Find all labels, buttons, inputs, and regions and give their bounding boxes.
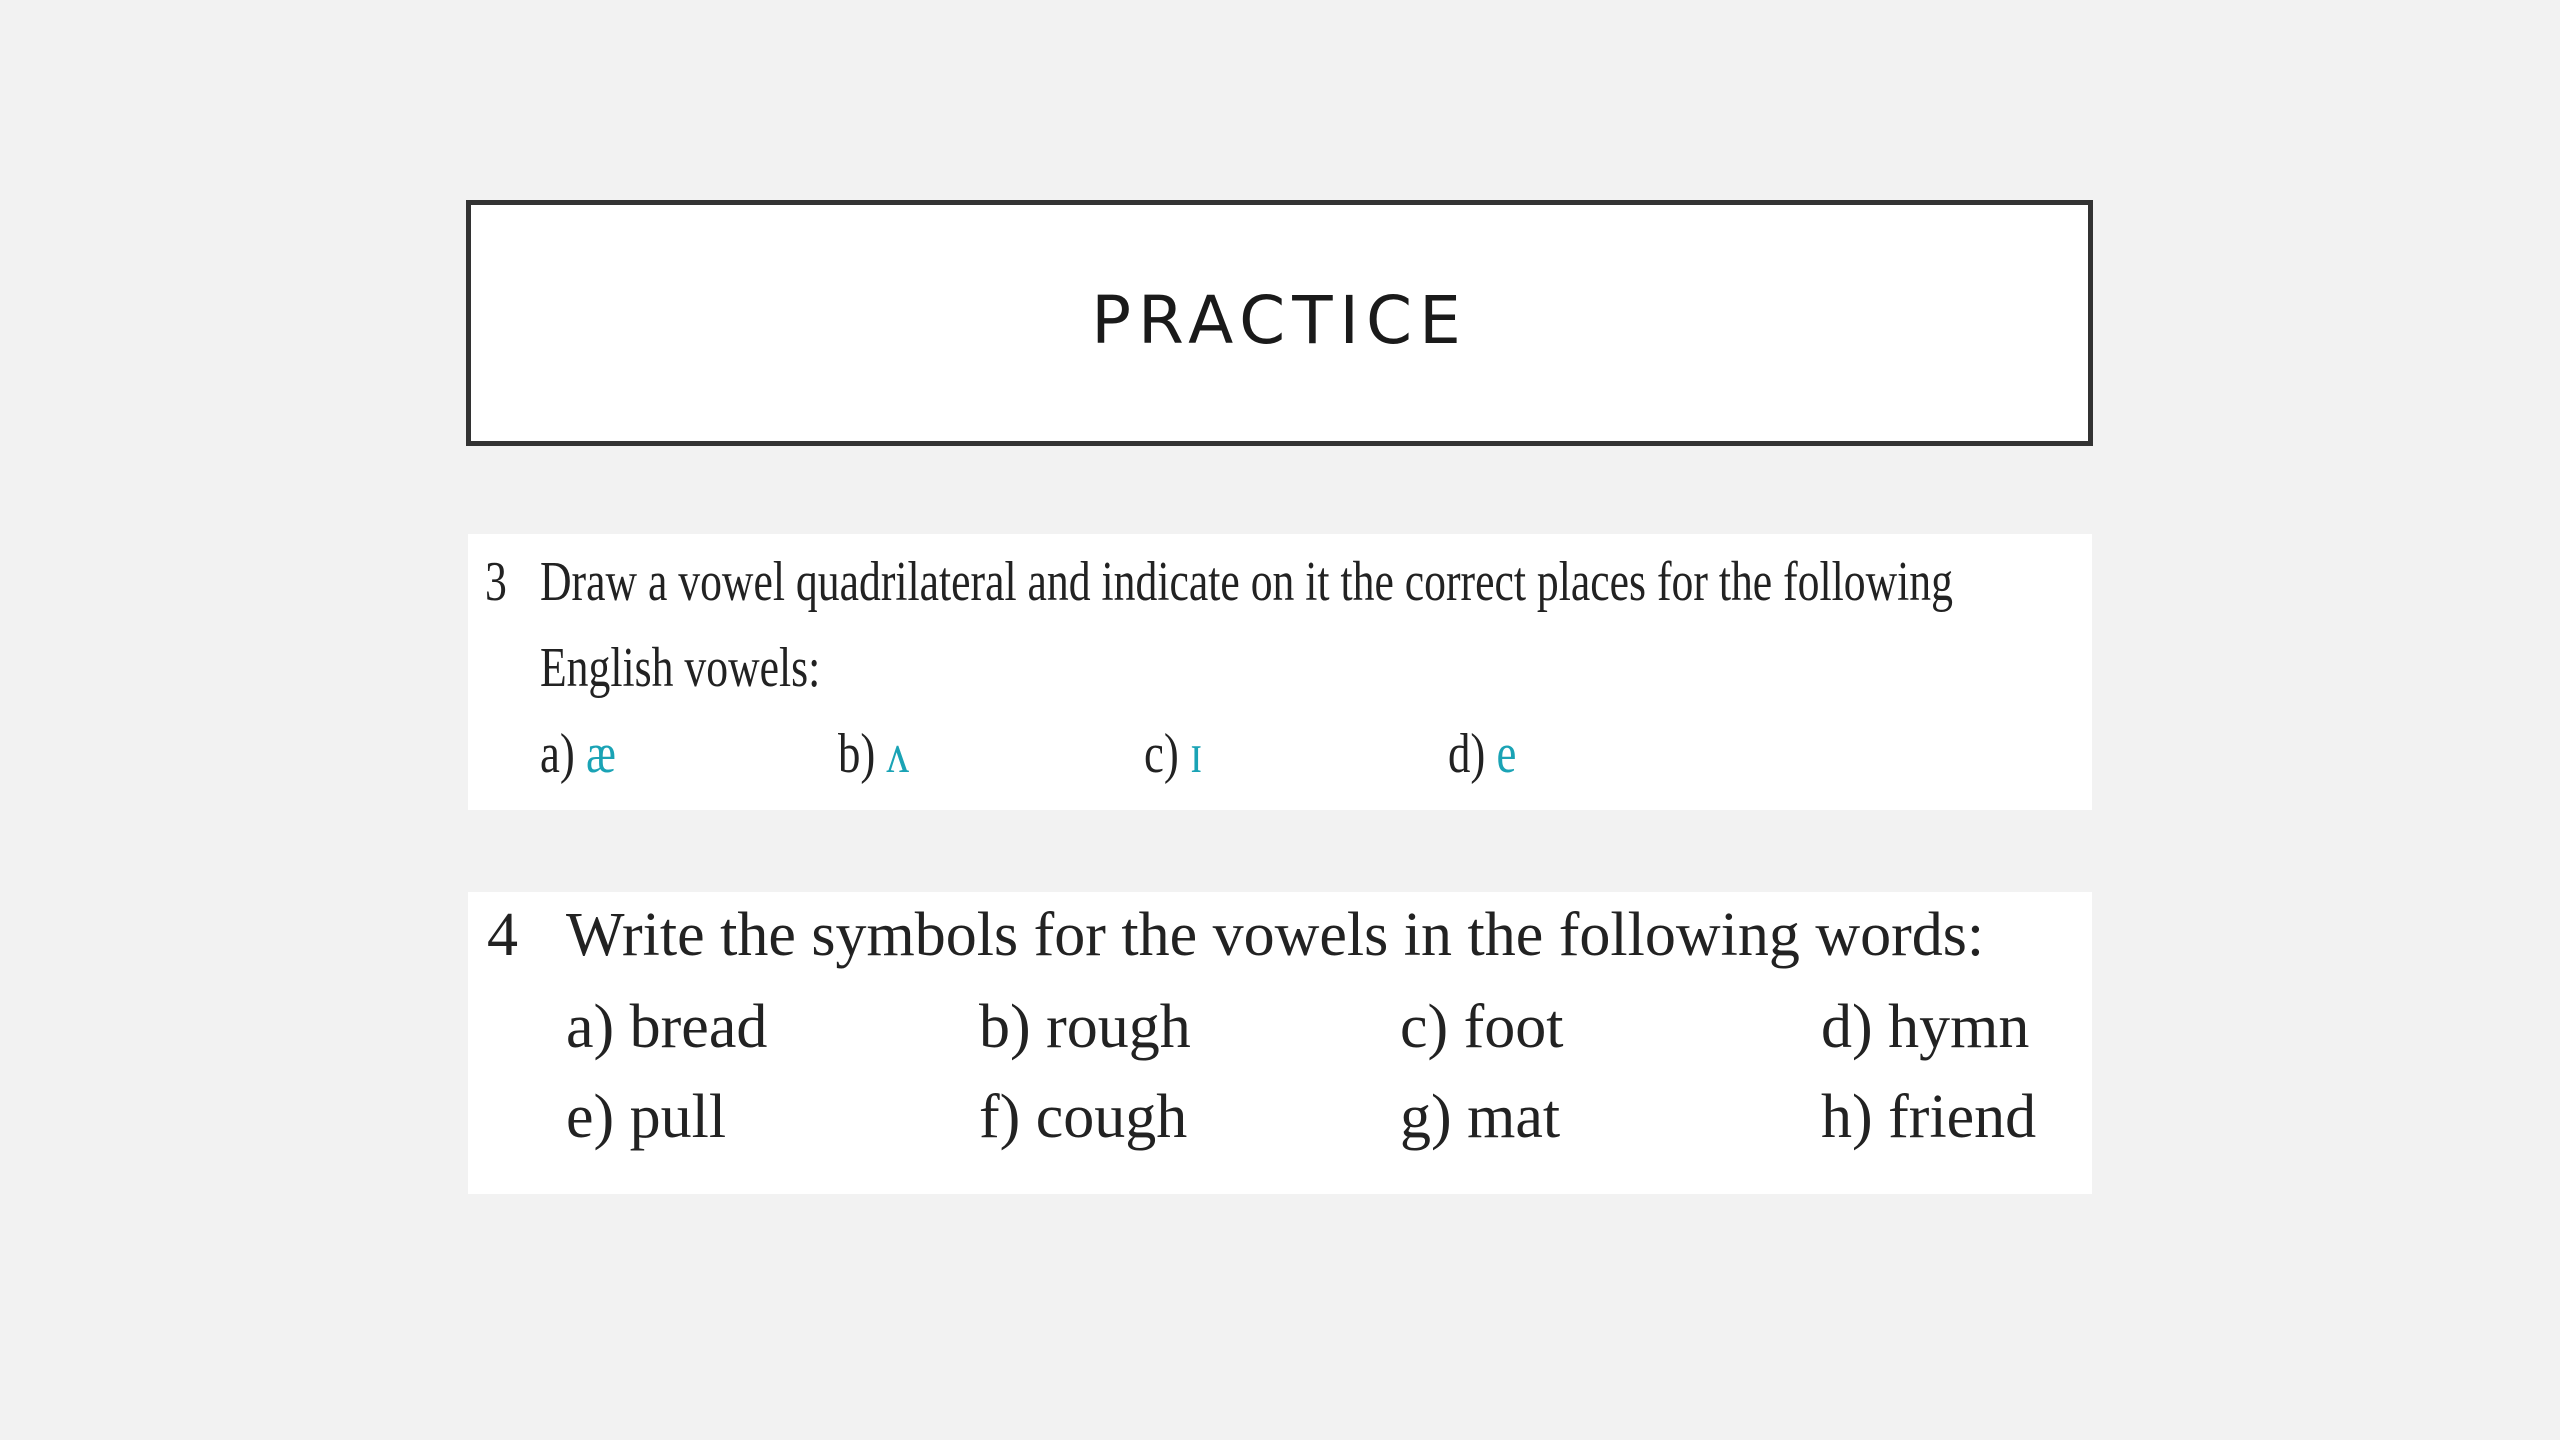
exercise-4-option-e: e) pull [566,1083,727,1151]
exercise-3-line1: Draw a vowel quadrilateral and indicate on it the correct places for the following [540,551,1953,613]
vowel-symbol: æ [586,723,616,785]
exercise-4-option-a: a) bread [566,993,768,1061]
exercise-3-option-d [1448,723,1517,785]
vowel-symbol: ʌ [886,723,909,785]
exercise-3-number: 3 [485,551,507,613]
exercise-4-option-g: g) mat [1400,1083,1561,1151]
exercise-4-option-f: f) cough [979,1083,1188,1151]
vowel-symbol: e [1496,723,1517,785]
exercise-3-option-b [838,723,909,785]
exercise-3-option-a [540,723,616,785]
exercise-4-option-b: b) rough [979,993,1191,1061]
option-label: d) [1448,723,1486,785]
vowel-symbol: ɪ [1190,723,1203,785]
exercise-4-option-d: d) hymn [1821,993,2030,1061]
exercise-4-panel [468,892,2092,1194]
exercise-4-prompt: Write the symbols for the vowels in the following words: [566,901,1985,969]
exercise-3-line2: English vowels: [540,637,821,699]
exercise-4-option-h: h) friend [1821,1083,2037,1151]
exercise-3-option-c [1144,723,1203,785]
option-label: c) [1144,723,1179,785]
option-label: a) [540,723,575,785]
title-box [466,200,2093,446]
option-label: b) [838,723,876,785]
exercise-3-panel [468,534,2092,810]
exercise-4-number: 4 [487,901,518,969]
exercise-4-option-c: c) foot [1400,993,1564,1061]
slide-title: PRACTICE [1091,281,1468,359]
